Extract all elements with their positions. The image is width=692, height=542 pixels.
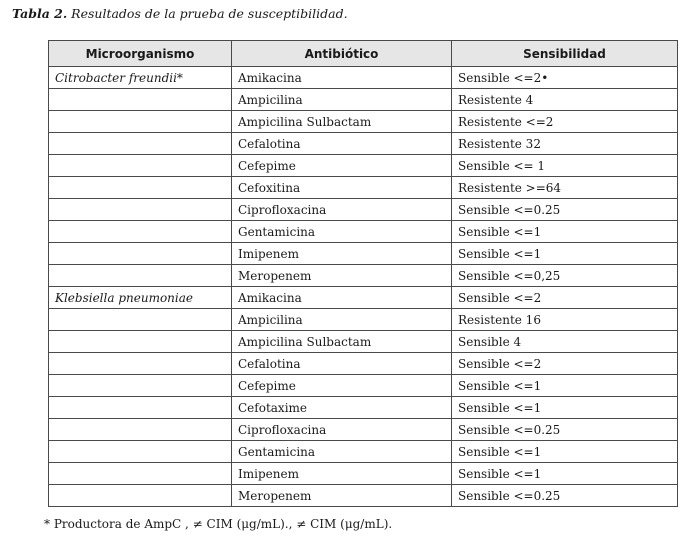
antibiotic-cell: Cefoxitina: [232, 177, 452, 199]
microorganism-cell: [49, 243, 232, 265]
table-row: [49, 331, 678, 353]
sensitivity-cell: Sensible <=1: [452, 441, 678, 463]
caption-label: Tabla 2.: [12, 6, 68, 21]
antibiotic-cell: Ampicilina Sulbactam: [232, 111, 452, 133]
header-microorganismo: Microorganismo: [49, 41, 232, 67]
sensitivity-cell: Sensible <=0.25: [452, 419, 678, 441]
table-row: [49, 111, 678, 133]
microorganism-cell: [49, 331, 232, 353]
caption-text: Resultados de la prueba de susceptibilidad.: [67, 6, 348, 21]
microorganism-cell: [49, 221, 232, 243]
microorganism-cell: [49, 375, 232, 397]
table-row: [49, 309, 678, 331]
sensitivity-cell: Sensible <=0.25: [452, 485, 678, 507]
sensitivity-cell: Sensible <=2: [452, 353, 678, 375]
microorganism-cell: [49, 419, 232, 441]
sensitivity-cell: Sensible 4: [452, 331, 678, 353]
sensitivity-cell: Resistente 32: [452, 133, 678, 155]
sensitivity-cell: Sensible <=0,25: [452, 265, 678, 287]
sensitivity-cell: Sensible <=2: [452, 287, 678, 309]
table-row: [49, 397, 678, 419]
table-row: [49, 441, 678, 463]
table-row: [49, 221, 678, 243]
microorganism-cell: Citrobacter freundii*: [49, 67, 232, 89]
table-row: [49, 265, 678, 287]
microorganism-cell: [49, 485, 232, 507]
sensitivity-cell: Sensible <= 1: [452, 155, 678, 177]
antibiotic-cell: Imipenem: [232, 243, 452, 265]
table-row: [49, 133, 678, 155]
table-header-row: [49, 41, 678, 67]
table-caption: [12, 6, 348, 21]
sensitivity-cell: Resistente <=2: [452, 111, 678, 133]
microorganism-cell: [49, 265, 232, 287]
sensitivity-cell: Sensible <=1: [452, 463, 678, 485]
antibiotic-cell: Imipenem: [232, 463, 452, 485]
microorganism-cell: [49, 463, 232, 485]
microorganism-cell: [49, 353, 232, 375]
sensitivity-cell: Resistente 4: [452, 89, 678, 111]
table-row: [49, 463, 678, 485]
antibiotic-cell: Cefalotina: [232, 133, 452, 155]
antibiotic-cell: Amikacina: [232, 287, 452, 309]
microorganism-cell: [49, 111, 232, 133]
antibiotic-cell: Amikacina: [232, 67, 452, 89]
antibiotic-cell: Ciprofloxacina: [232, 199, 452, 221]
microorganism-cell: [49, 309, 232, 331]
sensitivity-cell: Resistente 16: [452, 309, 678, 331]
microorganism-cell: [49, 89, 232, 111]
sensitivity-cell: Sensible <=1: [452, 397, 678, 419]
table-row: [49, 419, 678, 441]
antibiotic-cell: Cefepime: [232, 155, 452, 177]
antibiotic-cell: Gentamicina: [232, 221, 452, 243]
table-row: [49, 89, 678, 111]
microorganism-cell: Klebsiella pneumoniae: [49, 287, 232, 309]
table-row: [49, 375, 678, 397]
antibiotic-cell: Cefepime: [232, 375, 452, 397]
table-row: [49, 199, 678, 221]
sensitivity-cell: Resistente >=64: [452, 177, 678, 199]
microorganism-cell: [49, 177, 232, 199]
antibiotic-cell: Ampicilina Sulbactam: [232, 331, 452, 353]
microorganism-cell: [49, 397, 232, 419]
header-antibiotico: Antibiótico: [232, 41, 452, 67]
sensitivity-cell: Sensible <=1: [452, 221, 678, 243]
sensitivity-cell: Sensible <=1: [452, 375, 678, 397]
antibiotic-cell: Cefotaxime: [232, 397, 452, 419]
microorganism-cell: [49, 155, 232, 177]
sensitivity-cell: Sensible <=2•: [452, 67, 678, 89]
table-row: [49, 287, 678, 309]
sensitivity-cell: Sensible <=1: [452, 243, 678, 265]
table-row: [49, 353, 678, 375]
antibiotic-cell: Ciprofloxacina: [232, 419, 452, 441]
antibiotic-cell: Ampicilina: [232, 89, 452, 111]
microorganism-cell: [49, 199, 232, 221]
table-footnote: * Productora de AmpC , ≠ CIM (μg/mL)., ≠ CIM (μg/mL).: [44, 517, 393, 531]
antibiotic-cell: Meropenem: [232, 485, 452, 507]
antibiotic-cell: Gentamicina: [232, 441, 452, 463]
antibiotic-cell: Cefalotina: [232, 353, 452, 375]
table-body: [49, 67, 678, 507]
table-row: [49, 243, 678, 265]
table-row: [49, 67, 678, 89]
antibiotic-cell: Ampicilina: [232, 309, 452, 331]
microorganism-cell: [49, 133, 232, 155]
antibiotic-cell: Meropenem: [232, 265, 452, 287]
table-row: [49, 177, 678, 199]
table-row: [49, 155, 678, 177]
susceptibility-table: [48, 40, 678, 507]
sensitivity-cell: Sensible <=0.25: [452, 199, 678, 221]
microorganism-cell: [49, 441, 232, 463]
table-row: [49, 485, 678, 507]
header-sensibilidad: Sensibilidad: [452, 41, 678, 67]
